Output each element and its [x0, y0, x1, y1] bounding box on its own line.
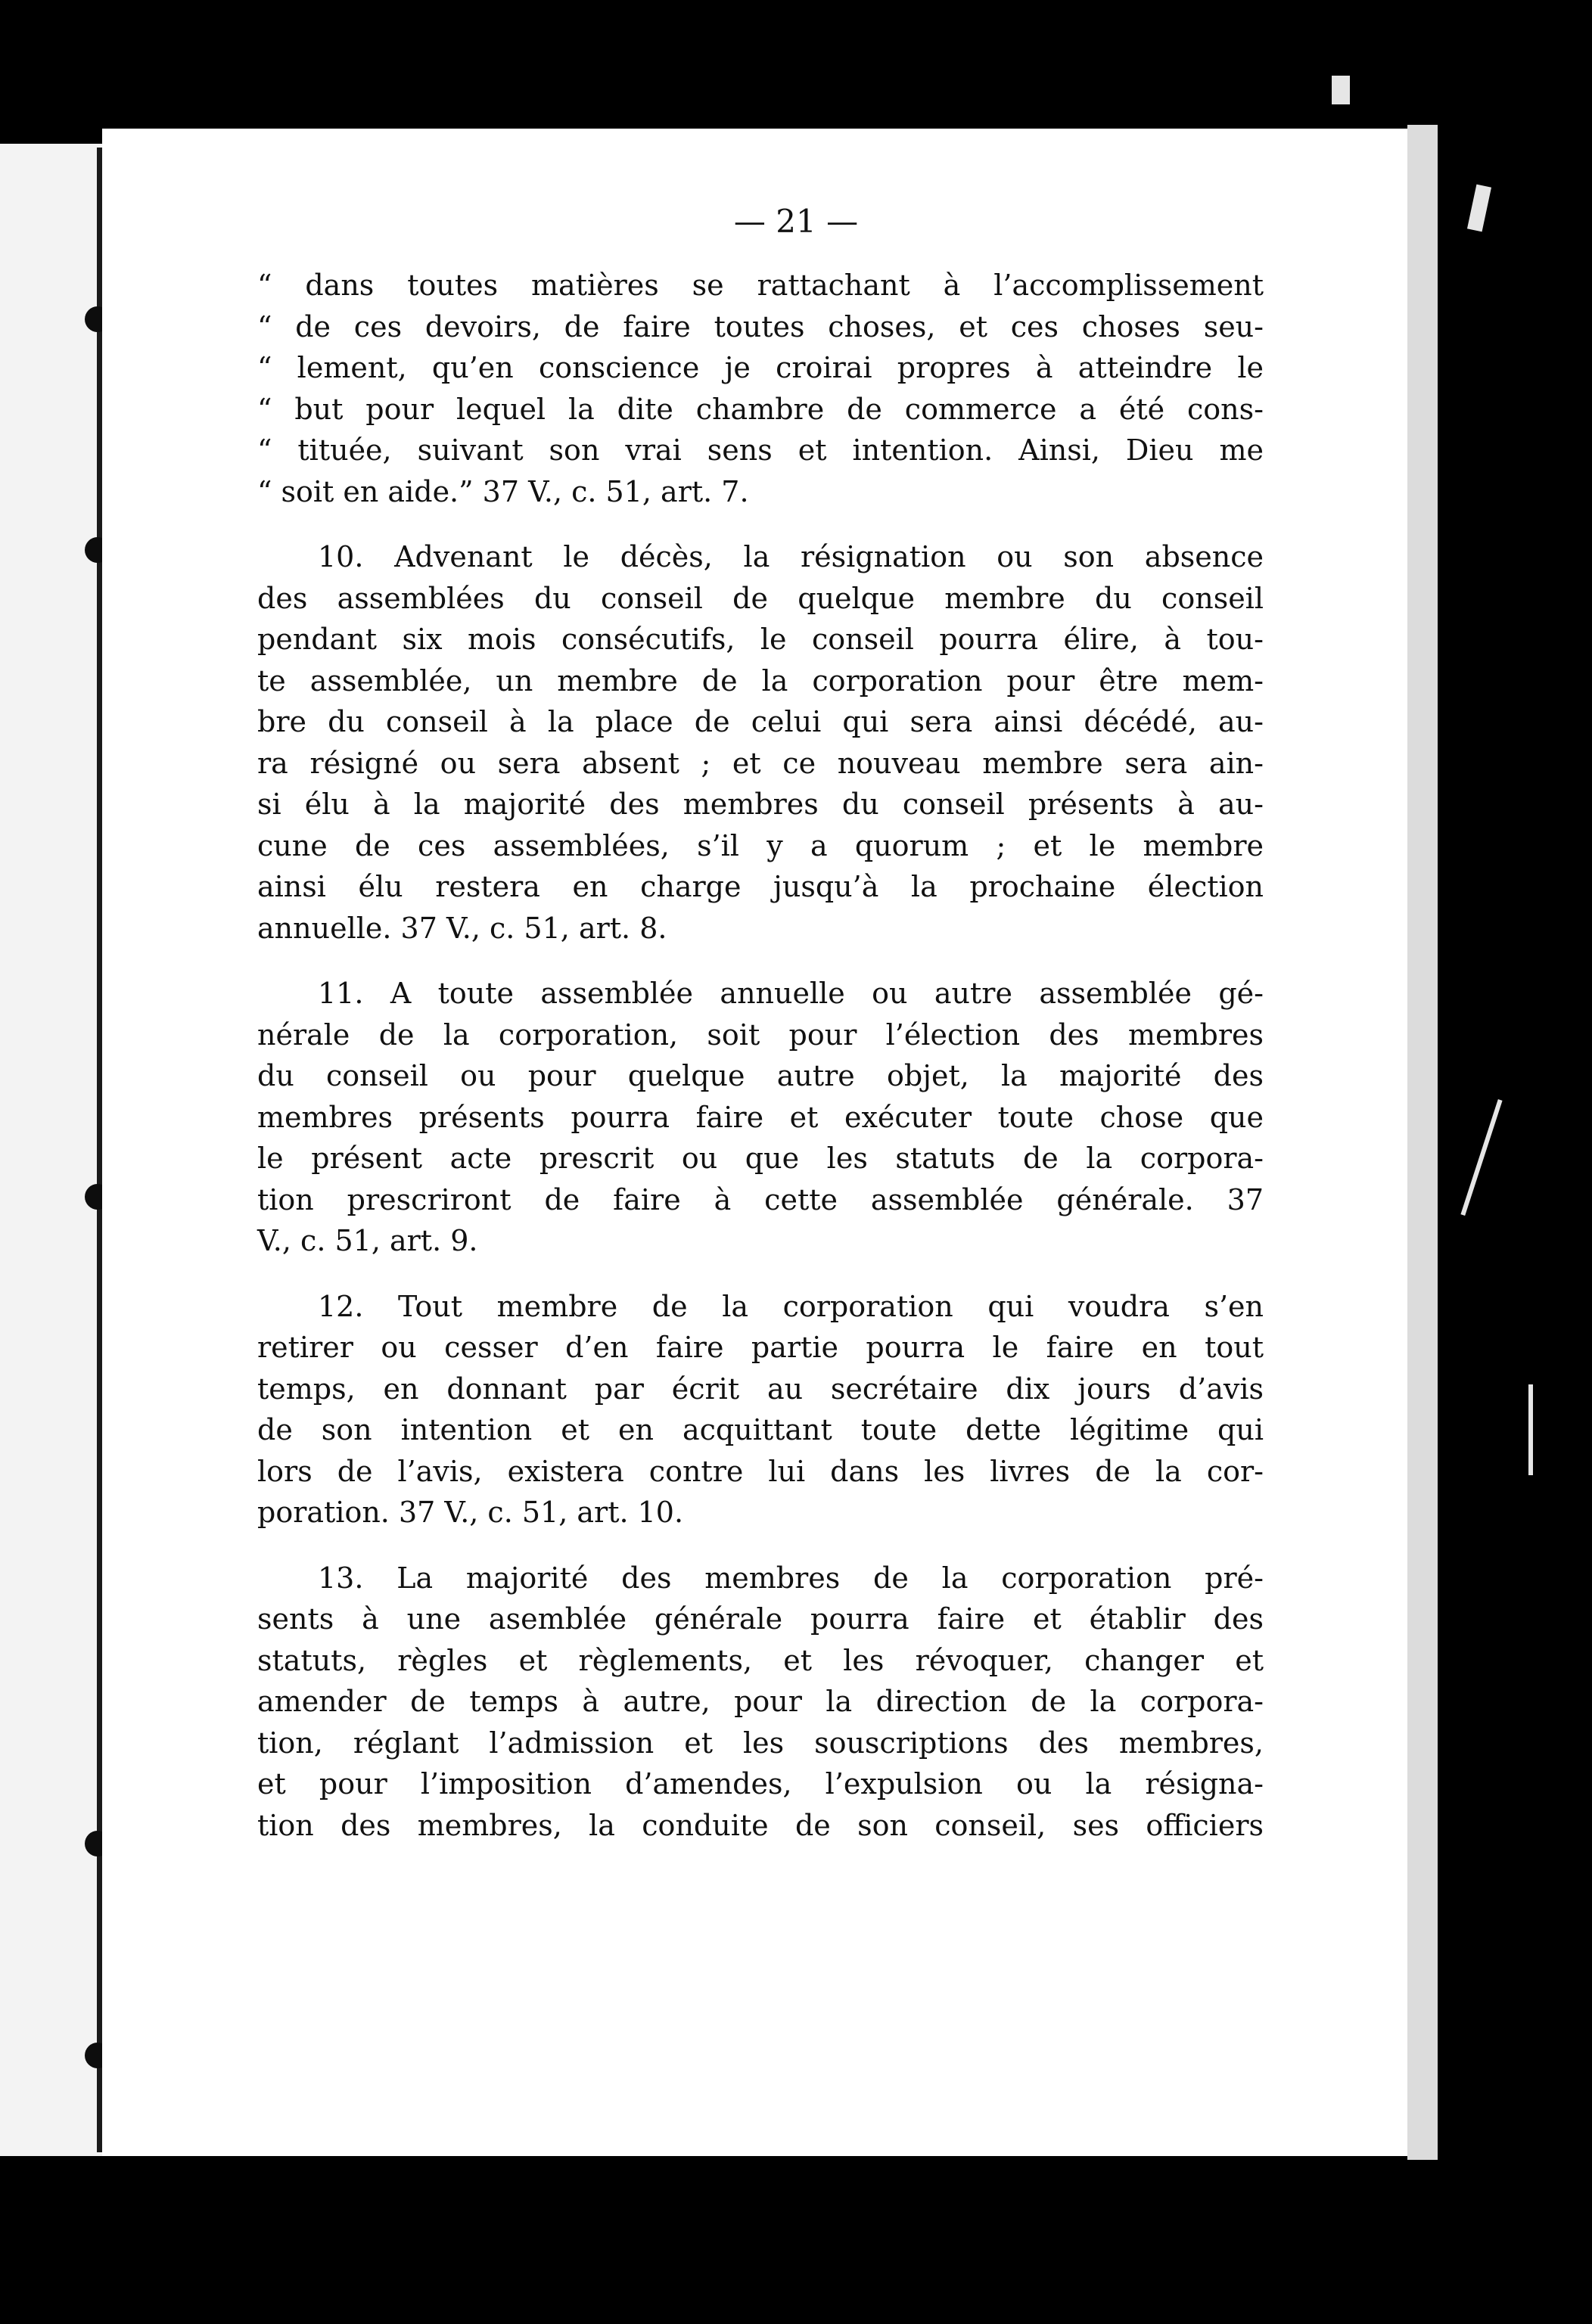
- text-line: si élu à la majorité des membres du conseil présents à au-: [257, 788, 1264, 821]
- paragraph-section-10: [257, 536, 1264, 949]
- scan-artifact: [1460, 1099, 1502, 1216]
- scan-artifact: [1332, 76, 1350, 104]
- text-line: et pour l’imposition d’amendes, l’expulsion ou la résigna-: [257, 1767, 1264, 1800]
- text-line: amender de temps à autre, pour la direction de la corpora-: [257, 1685, 1264, 1718]
- paragraph-section-12: [257, 1286, 1264, 1533]
- text-line: 13. La majorité des membres de la corporation pré-: [318, 1561, 1264, 1595]
- text-line: nérale de la corporation, soit pour l’élection des membres: [257, 1018, 1264, 1052]
- text-line: bre du conseil à la place de celui qui sera ainsi décédé, au-: [257, 705, 1264, 738]
- text-line: V., c. 51, art. 9.: [257, 1224, 478, 1257]
- text-line: ra résigné ou sera absent ; et ce nouveau membre sera ain-: [257, 746, 1264, 780]
- text-line: “ but pour lequel la dite chambre de commerce a été cons-: [257, 392, 1264, 426]
- text-line: le présent acte prescrit ou que les statuts de la corpora-: [257, 1142, 1264, 1175]
- text-line: 11. A toute assemblée annuelle ou autre assemblée gé-: [318, 977, 1264, 1010]
- text-line: tion des membres, la conduite de son conseil, ses officiers: [257, 1808, 1264, 1842]
- text-line: annuelle. 37 V., c. 51, art. 8.: [257, 911, 667, 945]
- text-line: “ dans toutes matières se rattachant à l’accomplissement: [257, 269, 1264, 302]
- scan-artifact: [1528, 1384, 1533, 1475]
- text-line: des assemblées du conseil de quelque membre du conseil: [257, 581, 1264, 615]
- paragraph-oath-continued: [257, 265, 1264, 512]
- text-line: statuts, règles et règlements, et les révoquer, changer et: [257, 1643, 1264, 1677]
- body-text: [257, 265, 1264, 1870]
- page-number: — 21 —: [733, 203, 859, 240]
- text-line: te assemblée, un membre de la corporation pour être mem-: [257, 663, 1264, 698]
- page-right-edge: [1407, 125, 1438, 2160]
- text-line: “ soit en aide.” 37 V., c. 51, art. 7.: [257, 474, 749, 508]
- text-line: du conseil ou pour quelque autre objet, la majorité des: [257, 1059, 1264, 1092]
- paragraph-section-11: [257, 973, 1264, 1262]
- text-line: tion, réglant l’admission et les souscriptions des membres,: [257, 1726, 1264, 1760]
- text-line: de son intention et en acquittant toute dette légitime qui: [257, 1413, 1264, 1446]
- text-line: 12. Tout membre de la corporation qui voudra s’en: [318, 1289, 1264, 1323]
- text-line: poration. 37 V., c. 51, art. 10.: [257, 1496, 684, 1529]
- text-line: “ de ces devoirs, de faire toutes choses, et ces choses seu-: [257, 309, 1264, 343]
- text-line: tion prescriront de faire à cette assemblée générale. 37: [257, 1182, 1264, 1216]
- text-line: pendant six mois consécutifs, le conseil pourra élire, à tou-: [257, 623, 1264, 656]
- text-line: “ tituée, suivant son vrai sens et intention. Ainsi, Dieu me: [257, 433, 1264, 467]
- text-line: temps, en donnant par écrit au secrétaire dix jours d’avis: [257, 1372, 1264, 1406]
- text-line: membres présents pourra faire et exécuter toute chose que: [257, 1100, 1264, 1134]
- text-line: retirer ou cesser d’en faire partie pourra le faire en tout: [257, 1331, 1264, 1364]
- text-line: sents à une asemblée générale pourra faire et établir des: [257, 1602, 1264, 1636]
- text-line: lors de l’avis, existera contre lui dans les livres de la cor-: [257, 1454, 1264, 1488]
- text-line: 10. Advenant le décès, la résignation ou son absence: [318, 540, 1264, 573]
- text-line: ainsi élu restera en charge jusqu’à la prochaine élection: [257, 870, 1264, 903]
- left-page-strip: [0, 144, 102, 2156]
- paragraph-section-13: [257, 1558, 1264, 1847]
- text-line: cune de ces assemblées, s’il y a quorum ; et le membre: [257, 828, 1264, 862]
- text-line: “ lement, qu’en conscience je croirai propres à atteindre le: [257, 351, 1264, 384]
